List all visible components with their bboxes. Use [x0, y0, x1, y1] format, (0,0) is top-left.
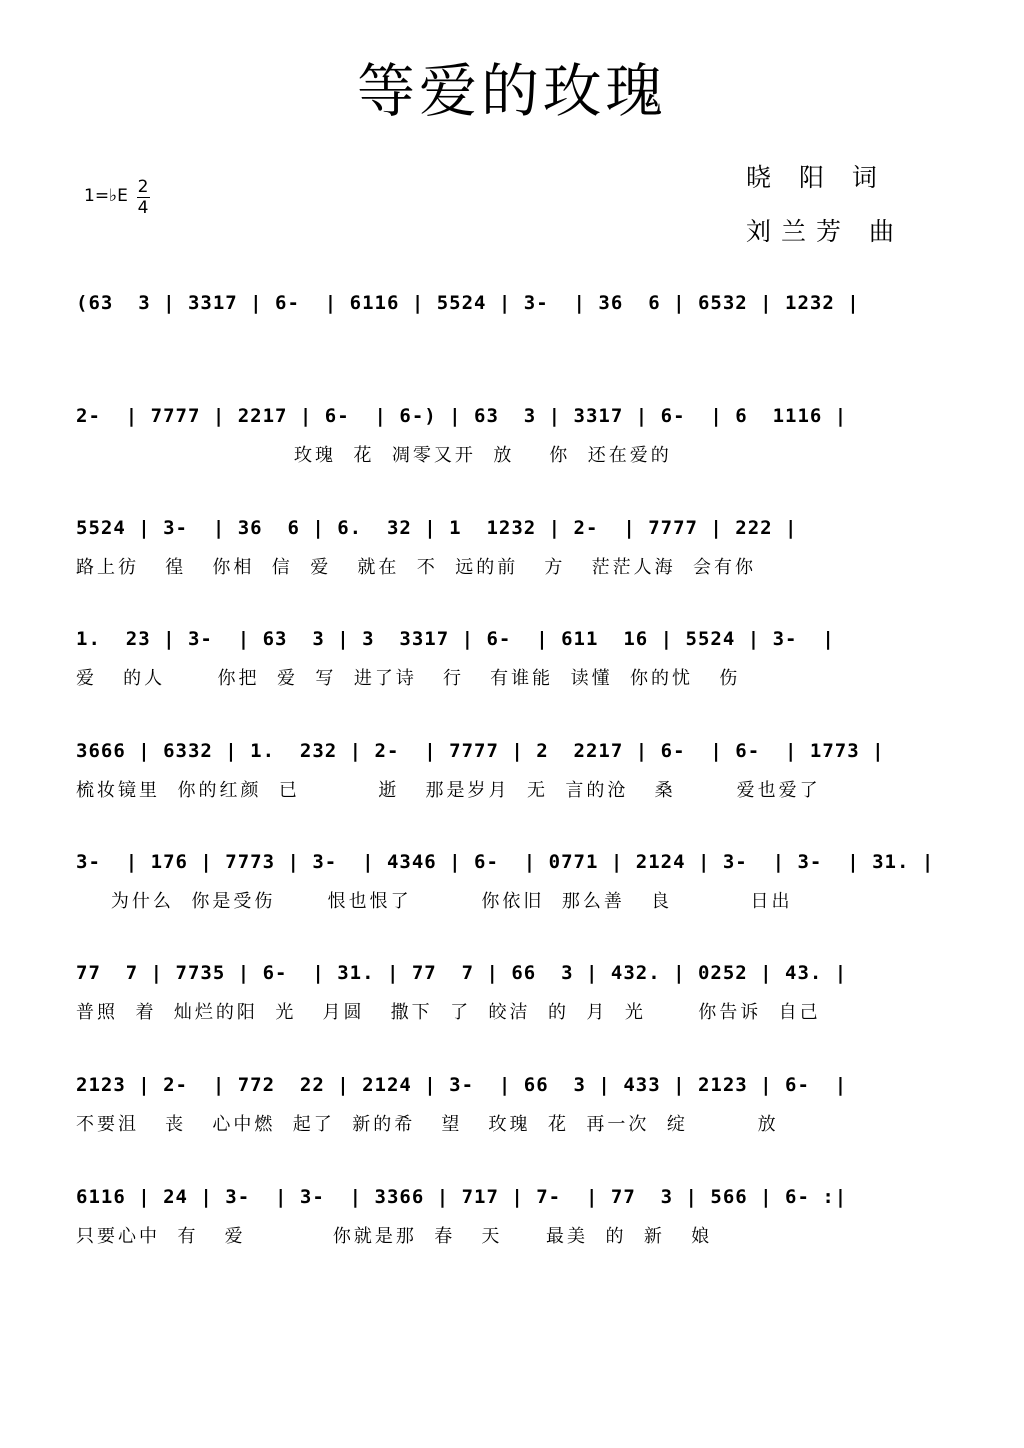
notation: 3- | 176 | 7773 | 3- | 4346 | 6- | 0771 | 2124 | 3- | 3- | 31. |: [76, 842, 918, 883]
notation: 77 7 | 7735 | 6- | 31. | 77 7 | 66 3 | 432. | 0252 | 43. |: [76, 953, 918, 994]
composer-credit: 刘兰芳 曲: [746, 217, 904, 246]
lyrics: 只要心中 有 爱 你就是那 春 天 最美 的 新 娘: [76, 1226, 713, 1247]
lyrics: 为什么 你是受伤 恨也恨了 你依旧 那么善 良 日出: [76, 891, 793, 912]
notation: 5524 | 3- | 36 6 | 6. 32 | 1 1232 | 2- | 7777 | 222 |: [76, 508, 918, 549]
time-signature-top: 2: [137, 177, 149, 197]
lyrics: 爱 的人 你把 爱 写 进了诗 行 有谁能 读懂 你的忧 伤: [76, 668, 741, 689]
song-title: 等爱的玫瑰: [356, 57, 667, 125]
notation: 2- | 7777 | 2217 | 6- | 6-) | 63 3 | 3317 | 6- | 6 1116 |: [76, 396, 918, 437]
lyrics: 玫瑰 花 凋零又开 放 你 还在爱的: [76, 445, 672, 466]
notation: 2123 | 2- | 772 22 | 2124 | 3- | 66 3 | 433 | 2123 | 6- |: [76, 1065, 918, 1106]
lyrics: 路上彷 徨 你相 信 爱 就在 不 远的前 方 茫茫人海 会有你: [76, 557, 757, 578]
notation: 6116 | 24 | 3- | 3- | 3366 | 717 | 7- | 77 3 | 566 | 6- :|: [76, 1177, 918, 1218]
notation: (63 3 | 3317 | 6- | 6116 | 5524 | 3- | 36 6 | 6532 | 1232 |: [76, 283, 918, 324]
lyrics: 普照 着 灿烂的阳 光 月圆 撒下 了 皎洁 的 月 光 你告诉 自己: [76, 1002, 821, 1023]
lyricist-credit: 晓 阳 词: [746, 163, 887, 192]
notation: 1. 23 | 3- | 63 3 | 3 3317 | 6- | 611 16 | 5524 | 3- |: [76, 619, 918, 660]
lyrics: 梳妆镜里 你的红颜 已 逝 那是岁月 无 言的沧 桑 爱也爱了: [76, 780, 821, 801]
time-signature-bottom: 4: [137, 198, 149, 218]
time-signature: [136, 178, 150, 217]
lyrics: 不要沮 丧 心中燃 起了 新的希 望 玫瑰 花 再一次 绽 放: [76, 1114, 779, 1135]
lyrics: [76, 329, 918, 357]
notation: 3666 | 6332 | 1. 232 | 2- | 7777 | 2 2217 | 6- | 6- | 1773 |: [76, 731, 918, 772]
key-signature: 1=♭E: [84, 186, 128, 206]
